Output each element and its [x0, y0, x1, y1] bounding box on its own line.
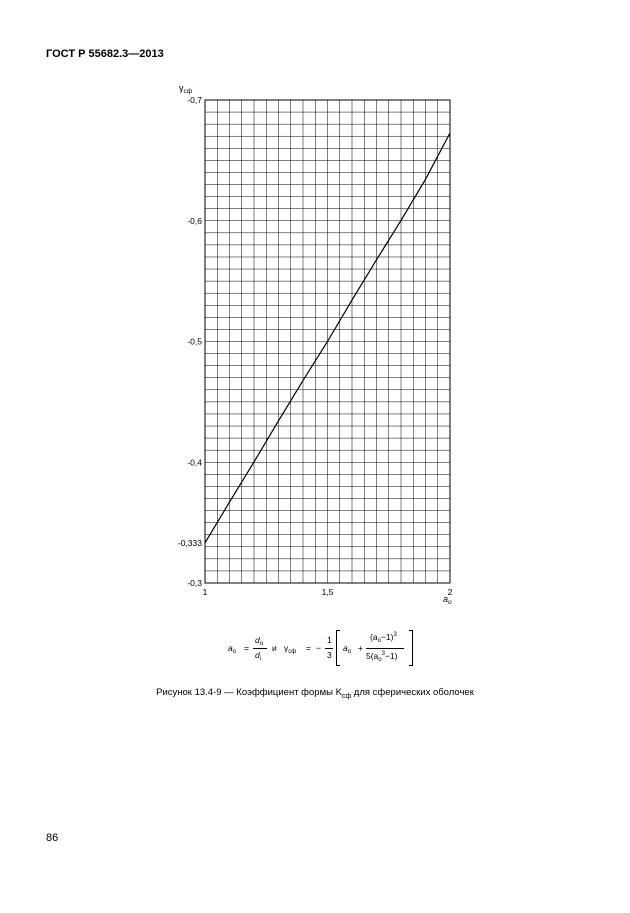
formula-three: 3 [327, 650, 332, 660]
page-number: 86 [46, 832, 59, 844]
y-tick-label: -0,5 [187, 336, 202, 347]
y-tick-label: -0,3 [187, 578, 202, 588]
x-axis-label: $a_o$ [443, 594, 452, 606]
formula-gamma: $\gamma_{сф}$ [284, 643, 297, 655]
formula-numerator: $(a_o-1)^3$ [370, 632, 397, 644]
formula-denominator: $5(a_o^3-1)$ [366, 651, 398, 663]
formula-d-denominator: $d_i$ [255, 650, 262, 662]
formula-a-inner: $a_o$ [343, 643, 352, 655]
y-tick-label: -0,7 [187, 95, 202, 105]
formula-eq-1: = [244, 643, 249, 653]
formula-fraction-line-2 [325, 648, 333, 649]
formula-right-bracket [409, 630, 413, 666]
y-tick-label: -0,4 [187, 457, 202, 468]
formula-d-numerator: $d_o$ [255, 635, 264, 647]
formula-eq-2: = [306, 643, 311, 653]
formula-plus: + [358, 643, 363, 653]
x-tick-label: 1 [202, 587, 208, 597]
formula-and: и [272, 643, 277, 653]
formula-one: 1 [327, 635, 332, 645]
y-tick-label: -0,6 [187, 215, 202, 226]
formula-minus: − [316, 643, 321, 653]
formula-fraction-line-3 [366, 648, 404, 649]
formula-fraction-line-1 [253, 648, 267, 649]
formula-left-bracket [336, 630, 340, 666]
y-axis-label: $\gamma_{сф}$ [179, 83, 193, 95]
x-tick-label: 1,5 [321, 587, 334, 597]
formula-block [228, 628, 468, 670]
figure-caption: Рисунок 13.4-9 — Коэффициент формы $K_{сф}$ для сферических оболочек [156, 687, 474, 700]
x-tick-label: 2 [447, 587, 453, 597]
y-tick-label: -0,333 [177, 537, 202, 548]
document-header: ГОСТ Р 55682.3—2013 [46, 48, 164, 60]
formula-a: $a_o$ [228, 643, 237, 655]
